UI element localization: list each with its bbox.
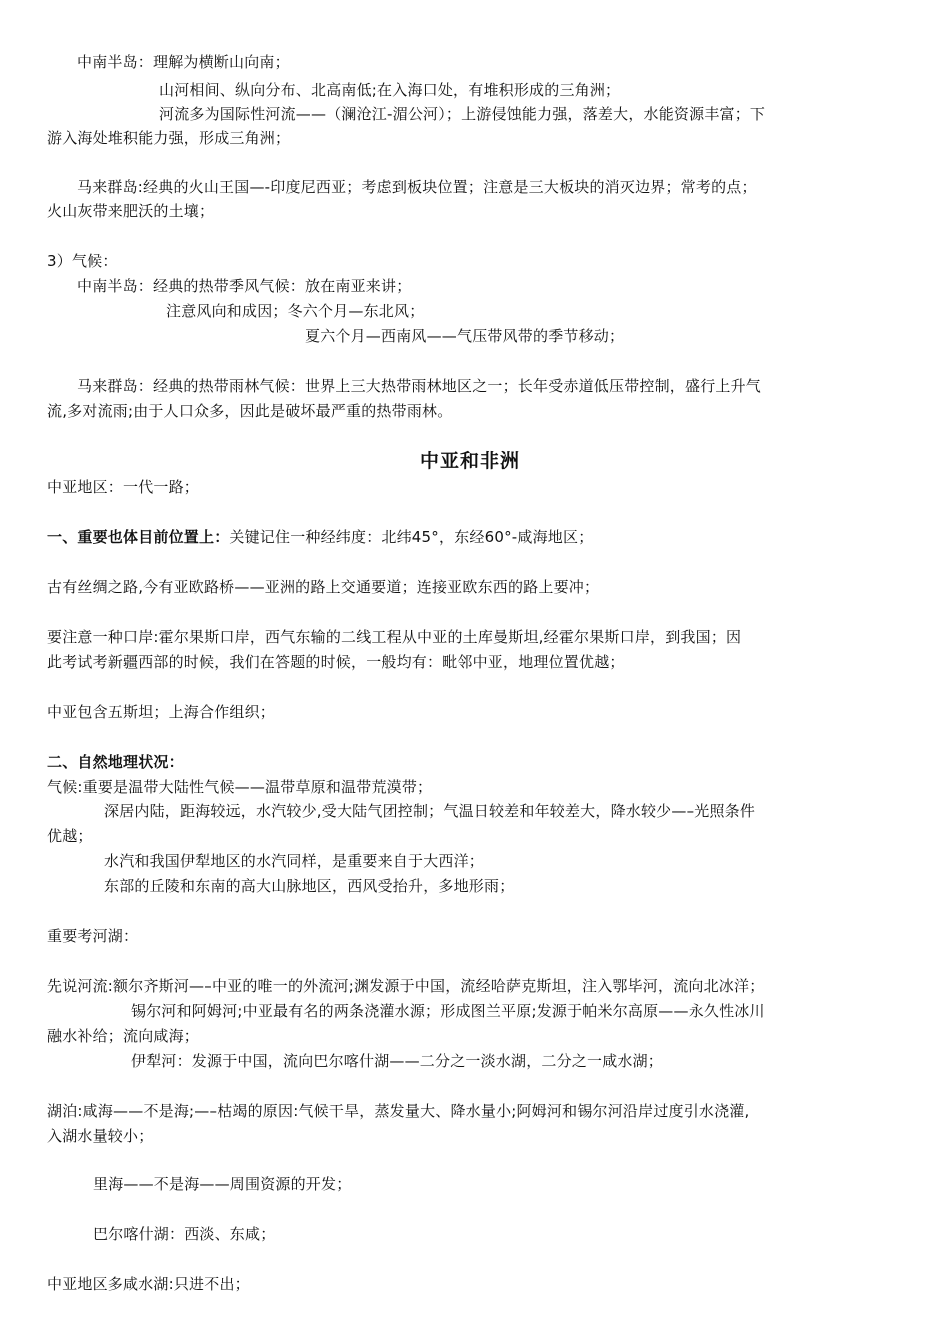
text-line: 夏六个月—西南风——气压带风带的季节移动；: [305, 327, 625, 345]
text-line: [47, 527, 593, 547]
text-line: 深居内陆，距海较远，水汽较少,受大陆气团控制；气温日较差和年较差大，降水较少—–光照条件: [104, 802, 756, 820]
text-line: 东部的丘陵和东南的高大山脉地区，西风受抬升，多地形雨；: [104, 877, 515, 895]
text-line: 融水补给；流向咸海；: [47, 1027, 200, 1045]
text-line: 要注意一种口岸:霍尔果斯口岸，西气东输的二线工程从中亚的土库曼斯坦,经霍尔果斯口岸，到我国；因: [47, 628, 742, 646]
text-line: 重要考河湖：: [47, 927, 139, 945]
text-line: 锡尔河和阿姆河;中亚最有名的两条浇灌水源；形成图兰平原;发源于帕米尔高原——永久性冰川: [131, 1002, 765, 1020]
text-line: 伊犁河：发源于中国，流向巴尔喀什湖——二分之一淡水湖，二分之一咸水湖；: [131, 1052, 664, 1070]
text-inline: 关键记住一种经纬度：北纬45°，东经60°-咸海地区；: [229, 528, 594, 546]
text-line: 马来群岛：经典的热带雨林气候：世界上三大热带雨林地区之一；长年受赤道低压带控制，盛行上升气: [77, 377, 762, 395]
heading-bold: 二、自然地理状况：: [47, 753, 184, 771]
text-line: 古有丝绸之路,今有亚欧路桥——亚洲的路上交通要道；连接亚欧东西的路上要冲；: [47, 578, 600, 596]
text-line: 中亚包含五斯坦；上海合作组织；: [47, 703, 276, 721]
text-line: 3）气候：: [47, 252, 118, 270]
text-line: 游入海处堆积能力强，形成三角洲；: [47, 129, 291, 147]
text-line: 中亚地区：一代一路；: [47, 478, 200, 496]
section-title: 中亚和非洲: [420, 450, 521, 472]
text-line: 马来群岛:经典的火山王国—-印度尼西亚；考虑到板块位置；注意是三大板块的消灭边界；常考的点；: [77, 178, 757, 196]
text-line: 火山灰带来肥沃的土壤；: [47, 202, 215, 220]
text-line: 气候:重要是温带大陆性气候——温带草原和温带荒漠带；: [47, 778, 433, 796]
heading-bold: 一、重要也体目前位置上：: [47, 528, 230, 546]
text-line: 先说河流:额尔齐斯河—–中亚的唯一的外流河;渊发源于中国，流经哈萨克斯坦，注入鄂毕河，流向北冰洋；: [47, 977, 765, 995]
text-line: 巴尔喀什湖：西淡、东咸；: [93, 1225, 276, 1243]
text-line: 优越；: [47, 827, 93, 845]
text-line: 河流多为国际性河流——（澜沧江-湄公河）；上游侵蚀能力强，落差大，水能资源丰富；下: [159, 105, 766, 123]
text-line: 中南半岛：理解为横断山向南；: [77, 53, 290, 71]
text-line: 流,多对流雨;由于人口众多，因此是破坏最严重的热带雨林。: [47, 402, 453, 420]
text-line: 水汽和我国伊犁地区的水汽同样，是重要来自于大西洋；: [104, 852, 485, 870]
text-line: 注意风向和成因；冬六个月—东北风；: [166, 302, 425, 320]
text-line: 中南半岛：经典的热带季风气候：放在南亚来讲；: [77, 277, 412, 295]
text-line: 此考试考新疆西部的时候，我们在答题的时候，一般均有：毗邻中亚，地理位置优越；: [47, 653, 625, 671]
text-line: 入湖水量较小；: [47, 1127, 154, 1145]
text-line: 里海——不是海——周围资源的开发；: [93, 1175, 352, 1193]
text-line: 湖泊:咸海——不是海;—–枯竭的原因:气候干旱，蒸发量大、降水量小;阿姆河和锡尔河沿岸过度引水浇灌,: [47, 1102, 750, 1120]
text-line: 山河相间、纵向分布、北高南低;在入海口处，有堆积形成的三角洲；: [159, 81, 621, 99]
text-line: 中亚地区多咸水湖:只进不出；: [47, 1275, 250, 1293]
